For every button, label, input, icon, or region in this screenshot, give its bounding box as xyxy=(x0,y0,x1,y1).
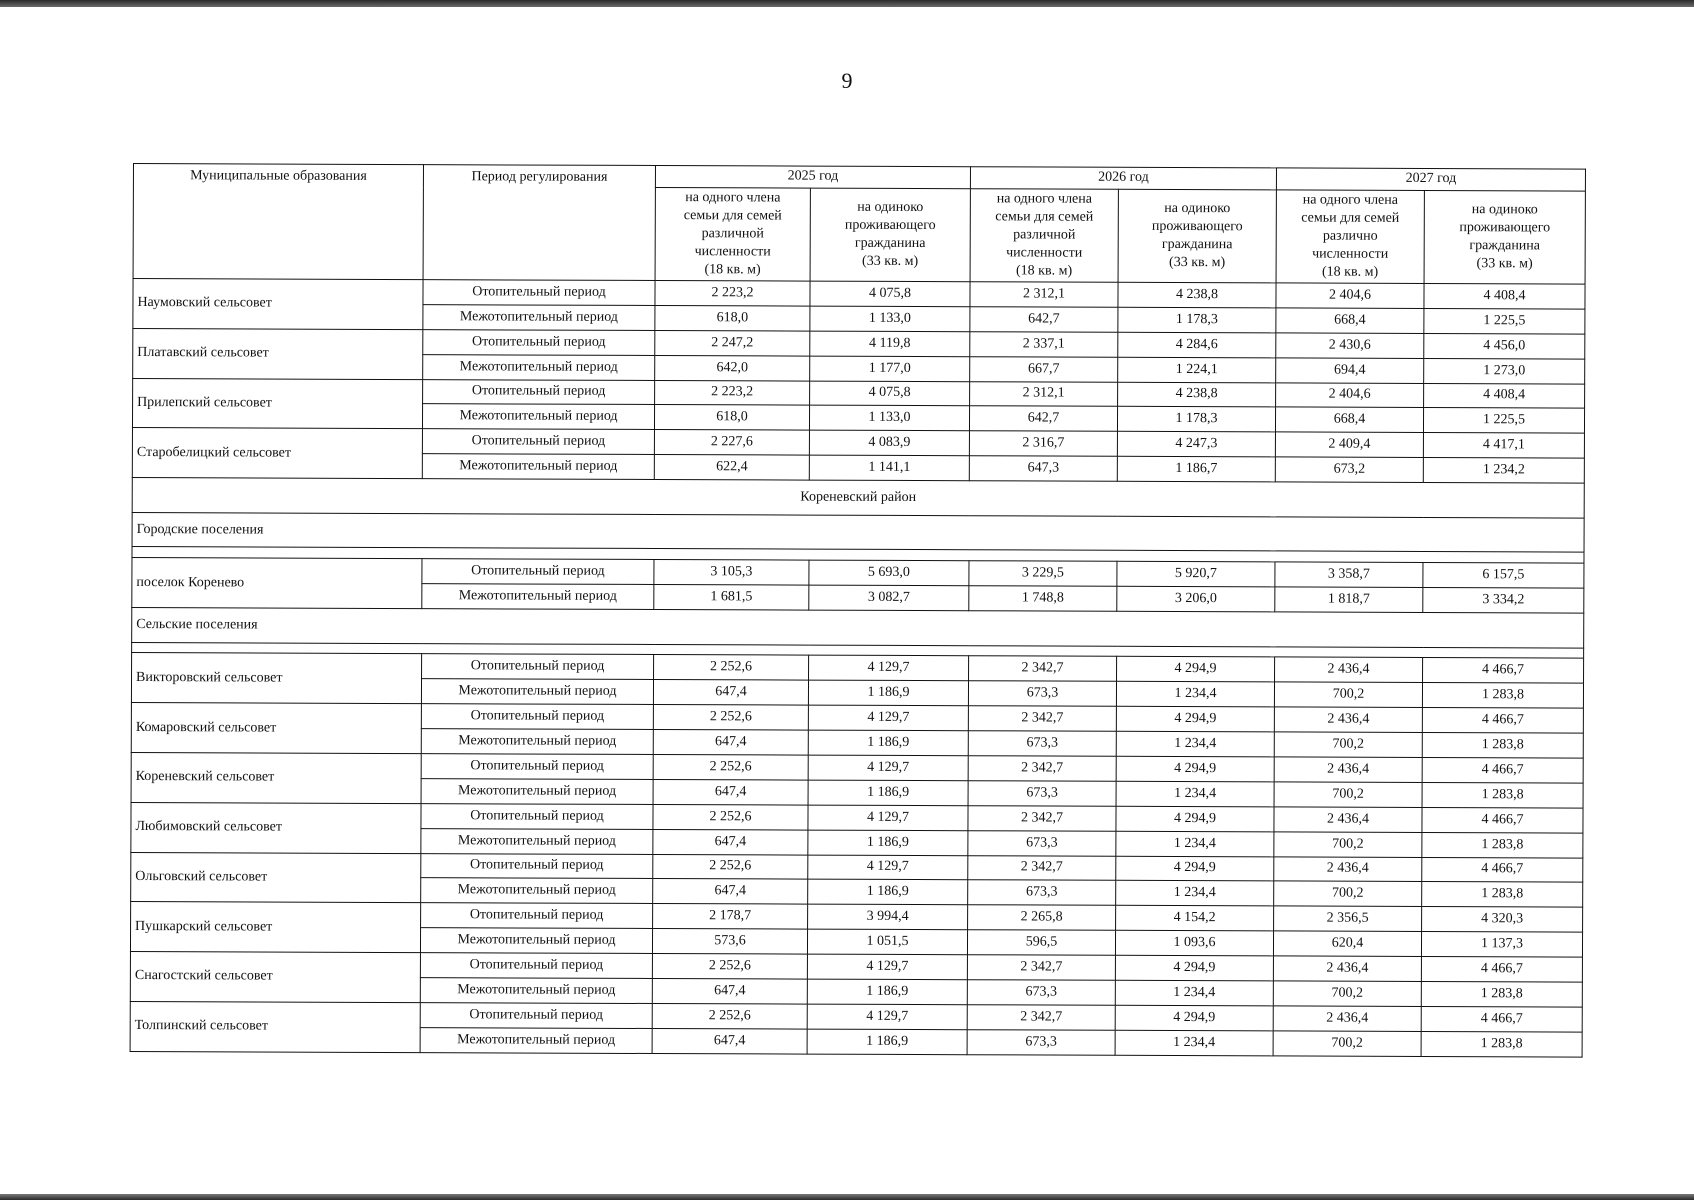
district-heading-label: Кореневский район xyxy=(132,478,1584,518)
value-cell: 2 312,1 xyxy=(970,282,1118,307)
value-cell: 647,4 xyxy=(653,829,808,854)
value-cell: 2 342,7 xyxy=(967,955,1115,980)
period-label: Межотопительный период xyxy=(421,729,653,755)
urban-heading-label: Городские поселения xyxy=(132,512,1584,552)
value-cell: 2 252,6 xyxy=(653,755,808,780)
value-cell: 667,7 xyxy=(970,356,1118,381)
period-label: Межотопительный период xyxy=(422,584,654,610)
table-row xyxy=(131,802,1583,832)
table-row xyxy=(132,653,1584,683)
value-cell: 2 312,1 xyxy=(970,381,1118,406)
value-cell: 1 093,6 xyxy=(1115,931,1273,956)
municipality-name: Толпинский сельсовет xyxy=(130,1001,420,1052)
header-per-member-2025: на одного члена семьи для семей различной численности (18 кв. м) xyxy=(655,188,810,282)
period-label: Межотопительный период xyxy=(421,878,653,904)
municipality-name: Пушкарский сельсовет xyxy=(130,902,420,953)
period-label: Отопительный период xyxy=(421,803,653,829)
table-row xyxy=(133,328,1585,358)
period-label: Межотопительный период xyxy=(420,1027,652,1053)
value-cell: 4 154,2 xyxy=(1116,906,1274,931)
value-cell: 618,0 xyxy=(655,305,810,330)
value-cell: 3 206,0 xyxy=(1117,586,1275,611)
table-row xyxy=(130,952,1582,982)
municipality-name: Ольговский сельсовет xyxy=(131,852,421,903)
value-cell: 2 430,6 xyxy=(1276,333,1424,358)
value-cell: 1 273,0 xyxy=(1424,358,1585,384)
value-cell: 4 466,7 xyxy=(1422,757,1583,783)
value-cell: 2 436,4 xyxy=(1274,707,1422,732)
value-cell: 1 137,3 xyxy=(1421,932,1582,958)
value-cell: 1 283,8 xyxy=(1421,981,1582,1007)
value-cell: 4 294,9 xyxy=(1115,1005,1273,1030)
municipality-name: Любимовский сельсовет xyxy=(131,802,421,853)
value-cell: 642,0 xyxy=(655,355,810,380)
value-cell: 647,4 xyxy=(652,979,807,1004)
value-cell: 647,4 xyxy=(653,730,808,755)
value-cell: 2 252,6 xyxy=(652,1003,807,1028)
value-cell: 1 283,8 xyxy=(1422,733,1583,759)
period-label: Отопительный период xyxy=(420,1003,652,1029)
value-cell: 1 234,4 xyxy=(1116,731,1274,756)
value-cell: 673,3 xyxy=(968,781,1116,806)
period-label: Отопительный период xyxy=(423,379,655,405)
value-cell: 647,4 xyxy=(653,680,808,705)
value-cell: 3 082,7 xyxy=(809,585,969,611)
value-cell: 700,2 xyxy=(1274,782,1422,807)
value-cell: 673,3 xyxy=(968,880,1116,905)
table-row xyxy=(133,279,1585,309)
rural-heading-label: Сельские поселения xyxy=(132,607,1584,647)
value-cell: 4 417,1 xyxy=(1423,433,1584,459)
period-label: Отопительный период xyxy=(422,654,654,680)
value-cell: 2 436,4 xyxy=(1274,856,1422,881)
value-cell: 1 234,4 xyxy=(1116,881,1274,906)
value-cell: 668,4 xyxy=(1276,308,1424,333)
value-cell: 673,3 xyxy=(967,980,1115,1005)
value-cell: 1 283,8 xyxy=(1422,782,1583,808)
page-number: 9 xyxy=(841,68,853,93)
value-cell: 4 129,7 xyxy=(807,954,967,980)
value-cell: 3 334,2 xyxy=(1423,588,1584,614)
value-cell: 2 404,6 xyxy=(1276,283,1424,308)
value-cell: 4 466,7 xyxy=(1421,957,1582,983)
value-cell: 647,4 xyxy=(652,1028,807,1054)
value-cell: 1 283,8 xyxy=(1422,882,1583,908)
value-cell: 2 404,6 xyxy=(1276,382,1424,407)
value-cell: 647,4 xyxy=(653,779,808,804)
period-label: Межотопительный период xyxy=(421,779,653,805)
value-cell: 5 693,0 xyxy=(809,560,969,586)
period-label: Отопительный период xyxy=(423,280,655,306)
value-cell: 2 342,7 xyxy=(968,756,1116,781)
value-cell: 1 234,4 xyxy=(1115,980,1273,1005)
value-cell: 647,3 xyxy=(969,456,1117,481)
municipality-name: Наумовский сельсовет xyxy=(133,279,423,330)
value-cell: 4 129,7 xyxy=(808,805,968,831)
value-cell: 694,4 xyxy=(1276,358,1424,383)
table-row xyxy=(131,902,1583,932)
value-cell: 673,3 xyxy=(967,1030,1115,1056)
period-label: Межотопительный период xyxy=(423,354,655,380)
value-cell: 1 186,9 xyxy=(807,979,967,1005)
header-municipality: Муниципальные образования xyxy=(133,164,423,280)
district-heading xyxy=(132,478,1584,518)
value-cell: 1 051,5 xyxy=(807,929,967,955)
value-cell: 5 920,7 xyxy=(1117,561,1275,586)
municipality-name: Снагостский сельсовет xyxy=(130,952,420,1003)
value-cell: 4 238,8 xyxy=(1118,282,1276,307)
table-row xyxy=(131,753,1583,783)
value-cell: 2 436,4 xyxy=(1275,657,1423,682)
value-cell: 4 408,4 xyxy=(1424,383,1585,409)
table-row xyxy=(131,852,1583,882)
table-row xyxy=(131,703,1583,733)
value-cell: 4 284,6 xyxy=(1118,332,1276,357)
period-label: Межотопительный период xyxy=(420,978,652,1004)
value-cell: 1 141,1 xyxy=(809,455,969,481)
value-cell: 2 436,4 xyxy=(1273,1006,1421,1031)
value-cell: 1 186,9 xyxy=(808,780,968,806)
value-cell: 2 342,7 xyxy=(969,656,1117,681)
value-cell: 1 186,7 xyxy=(1117,457,1275,482)
period-label: Межотопительный период xyxy=(420,928,652,954)
value-cell: 4 075,8 xyxy=(810,281,970,307)
value-cell: 2 223,2 xyxy=(655,281,810,306)
value-cell: 4 456,0 xyxy=(1424,333,1585,359)
value-cell: 622,4 xyxy=(654,455,809,480)
value-cell: 4 466,7 xyxy=(1421,1006,1582,1032)
tariff-table xyxy=(130,163,1586,1058)
value-cell: 4 294,9 xyxy=(1116,806,1274,831)
value-cell: 1 186,9 xyxy=(808,680,968,706)
value-cell: 3 358,7 xyxy=(1275,562,1423,587)
period-label: Межотопительный период xyxy=(422,404,654,430)
value-cell: 4 408,4 xyxy=(1424,283,1585,309)
value-cell: 2 356,5 xyxy=(1274,906,1422,931)
value-cell: 1 133,0 xyxy=(810,306,970,332)
value-cell: 700,2 xyxy=(1273,1031,1421,1057)
value-cell: 4 294,9 xyxy=(1117,657,1275,682)
period-label: Отопительный период xyxy=(422,559,654,585)
value-cell: 2 227,6 xyxy=(654,430,809,455)
value-cell: 1 178,3 xyxy=(1117,407,1275,432)
value-cell: 1 186,9 xyxy=(808,880,968,906)
value-cell: 647,4 xyxy=(653,879,808,904)
value-cell: 4 129,7 xyxy=(808,705,968,731)
municipality-name: Платавский сельсовет xyxy=(133,328,423,379)
value-cell: 1 818,7 xyxy=(1275,587,1423,612)
period-label: Отопительный период xyxy=(421,853,653,879)
value-cell: 2 223,2 xyxy=(655,380,810,405)
value-cell: 1 133,0 xyxy=(809,406,969,432)
value-cell: 700,2 xyxy=(1274,682,1422,707)
value-cell: 2 252,6 xyxy=(653,854,808,879)
value-cell: 4 466,7 xyxy=(1422,708,1583,734)
value-cell: 1 234,2 xyxy=(1423,458,1584,484)
value-cell: 2 436,4 xyxy=(1274,757,1422,782)
value-cell: 4 466,7 xyxy=(1422,857,1583,883)
value-cell: 1 234,4 xyxy=(1116,781,1274,806)
value-cell: 700,2 xyxy=(1274,732,1422,757)
table-row xyxy=(130,1001,1582,1031)
value-cell: 700,2 xyxy=(1274,832,1422,857)
value-cell: 642,7 xyxy=(969,406,1117,431)
header-period: Период регулирования xyxy=(423,165,655,281)
value-cell: 1 224,1 xyxy=(1118,357,1276,382)
value-cell: 6 157,5 xyxy=(1423,563,1584,589)
value-cell: 4 294,9 xyxy=(1115,955,1273,980)
value-cell: 673,2 xyxy=(1275,457,1423,482)
value-cell: 2 337,1 xyxy=(970,331,1118,356)
value-cell: 4 466,7 xyxy=(1423,658,1584,684)
header-year-2027: 2027 год xyxy=(1276,168,1585,191)
header-year-2025: 2025 год xyxy=(655,166,970,189)
value-cell: 1 234,4 xyxy=(1116,831,1274,856)
value-cell: 2 252,6 xyxy=(654,655,809,680)
value-cell: 3 105,3 xyxy=(654,560,809,585)
period-label: Межотопительный период xyxy=(422,454,654,480)
period-label: Межотопительный период xyxy=(421,828,653,854)
value-cell: 700,2 xyxy=(1274,881,1422,906)
municipality-name: Кореневский сельсовет xyxy=(131,753,421,804)
table-row xyxy=(132,558,1584,588)
scan-edge-top xyxy=(0,0,1694,7)
municipality-name: поселок Коренево xyxy=(132,558,422,609)
header-per-member-2026: на одного члена семьи для семей различной численности (18 кв. м) xyxy=(970,189,1118,283)
rural-heading xyxy=(132,607,1584,647)
value-cell: 2 342,7 xyxy=(968,806,1116,831)
value-cell: 4 294,9 xyxy=(1116,756,1274,781)
value-cell: 1 681,5 xyxy=(654,585,809,610)
value-cell: 2 265,8 xyxy=(968,905,1116,930)
municipality-name: Старобелицкий сельсовет xyxy=(132,428,422,479)
value-cell: 1 225,5 xyxy=(1423,408,1584,434)
header-single-2027: на одиноко проживающего гражданина (33 кв. м) xyxy=(1424,190,1585,284)
value-cell: 1 283,8 xyxy=(1421,1031,1582,1057)
header-year-2026: 2026 год xyxy=(970,167,1276,190)
value-cell: 3 229,5 xyxy=(969,561,1117,586)
period-label: Отопительный период xyxy=(422,429,654,455)
value-cell: 4 129,7 xyxy=(807,1004,967,1030)
table-row xyxy=(133,378,1585,408)
value-cell: 3 994,4 xyxy=(808,904,968,930)
value-cell: 2 247,2 xyxy=(655,330,810,355)
period-label: Отопительный период xyxy=(420,953,652,979)
value-cell: 4 083,9 xyxy=(809,430,969,456)
period-label: Отопительный период xyxy=(423,329,655,355)
value-cell: 1 283,8 xyxy=(1422,683,1583,709)
value-cell: 1 283,8 xyxy=(1422,832,1583,858)
period-label: Отопительный период xyxy=(421,704,653,730)
value-cell: 673,3 xyxy=(968,731,1116,756)
value-cell: 4 320,3 xyxy=(1422,907,1583,933)
value-cell: 1 225,5 xyxy=(1424,308,1585,334)
value-cell: 2 342,7 xyxy=(968,706,1116,731)
value-cell: 4 247,3 xyxy=(1117,432,1275,457)
value-cell: 2 252,6 xyxy=(653,804,808,829)
value-cell: 596,5 xyxy=(967,930,1115,955)
value-cell: 1 234,4 xyxy=(1115,1030,1273,1056)
value-cell: 4 466,7 xyxy=(1422,807,1583,833)
value-cell: 700,2 xyxy=(1273,981,1421,1006)
header-per-member-2027: на одного члена семьи для семей различно численности (18 кв. м) xyxy=(1276,190,1424,284)
table-row xyxy=(132,428,1584,458)
period-label: Межотопительный период xyxy=(421,679,653,705)
period-label: Межотопительный период xyxy=(423,305,655,331)
header-single-2025: на одиноко проживающего гражданина (33 кв. м) xyxy=(810,188,970,282)
period-label: Отопительный период xyxy=(421,754,653,780)
value-cell: 1 186,9 xyxy=(808,730,968,756)
value-cell: 2 178,7 xyxy=(653,904,808,929)
value-cell: 668,4 xyxy=(1275,407,1423,432)
value-cell: 573,6 xyxy=(652,929,807,954)
value-cell: 1 748,8 xyxy=(969,586,1117,611)
value-cell: 2 409,4 xyxy=(1275,432,1423,457)
urban-heading xyxy=(132,512,1584,552)
header-single-2026: на одиноко проживающего гражданина (33 кв. м) xyxy=(1118,189,1276,283)
value-cell: 4 294,9 xyxy=(1116,707,1274,732)
value-cell: 2 252,6 xyxy=(653,705,808,730)
value-cell: 1 234,4 xyxy=(1116,682,1274,707)
value-cell: 1 186,9 xyxy=(807,1029,967,1055)
value-cell: 2 342,7 xyxy=(968,855,1116,880)
municipality-name: Комаровский сельсовет xyxy=(131,703,421,754)
value-cell: 1 177,0 xyxy=(810,356,970,382)
value-cell: 4 238,8 xyxy=(1118,382,1276,407)
value-cell: 1 186,9 xyxy=(808,830,968,856)
scan-edge-bottom xyxy=(0,1194,1694,1200)
value-cell: 673,3 xyxy=(968,830,1116,855)
value-cell: 620,4 xyxy=(1273,931,1421,956)
municipality-name: Викторовский сельсовет xyxy=(131,653,421,704)
period-label: Отопительный период xyxy=(421,903,653,929)
value-cell: 2 342,7 xyxy=(967,1005,1115,1030)
value-cell: 4 129,7 xyxy=(808,855,968,881)
value-cell: 4 294,9 xyxy=(1116,856,1274,881)
value-cell: 2 436,4 xyxy=(1273,956,1421,981)
value-cell: 2 252,6 xyxy=(652,954,807,979)
table-body xyxy=(130,279,1585,1058)
value-cell: 673,3 xyxy=(968,681,1116,706)
value-cell: 4 129,7 xyxy=(809,656,969,682)
value-cell: 2 436,4 xyxy=(1274,807,1422,832)
value-cell: 1 178,3 xyxy=(1118,307,1276,332)
value-cell: 2 316,7 xyxy=(969,431,1117,456)
value-cell: 4 075,8 xyxy=(810,381,970,407)
value-cell: 618,0 xyxy=(654,405,809,430)
value-cell: 4 129,7 xyxy=(808,755,968,781)
value-cell: 4 119,8 xyxy=(810,331,970,357)
value-cell: 642,7 xyxy=(970,307,1118,332)
municipality-name: Прилепский сельсовет xyxy=(132,378,422,429)
